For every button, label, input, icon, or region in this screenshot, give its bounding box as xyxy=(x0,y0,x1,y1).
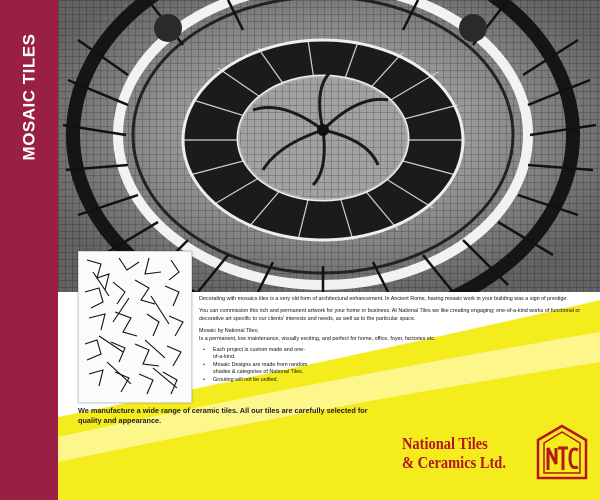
body-text xyxy=(199,296,593,384)
mosaic-sample-image xyxy=(78,251,192,403)
list-item-text: Grouting will not be unified. xyxy=(213,376,279,383)
mosaic-description: Is a permanent, low maintenance, visually exciting, and perfect for home, office, foyer, factories etc. xyxy=(199,335,436,342)
bullet-dot: • xyxy=(203,347,205,354)
feature-list xyxy=(199,347,311,384)
ntc-logo-icon xyxy=(536,424,588,480)
list-item xyxy=(199,377,311,384)
company-name xyxy=(402,434,542,472)
list-item-text: Mosaic Designs are made from random shades & categories of National Tiles. xyxy=(213,361,308,376)
side-title xyxy=(14,12,44,182)
staircase-photo xyxy=(58,0,600,292)
intro-paragraph: Decorating with mosaics tiles is a very old form of architectural enhancement. In Ancient Rome, having mosaic work in your building was a sign of prestige. xyxy=(199,296,568,302)
bullet-dot: • xyxy=(203,361,205,368)
company-name-line-1: National Tiles xyxy=(402,434,488,453)
list-item xyxy=(199,347,311,362)
bullet-dot: • xyxy=(203,376,205,383)
side-title-text: MOSAIC TILES xyxy=(19,33,38,161)
tagline: We manufacture a wide range of ceramic tiles. All our tiles are carefully selected for quality and appearance. xyxy=(78,406,368,425)
company-name-line-2: & Ceramics Ltd. xyxy=(402,453,506,472)
commission-paragraph: You can commission this rich and permanent artwork for your home or business. At National Tiles we like creating engaging; one-of-a-kind works of functional or decorative art specific to our clients' interests and needs, as well as to the particular space. xyxy=(199,308,581,322)
list-item-text: Each project is custom made and one-of-a-kind. xyxy=(213,347,305,361)
list-item xyxy=(199,362,311,377)
mosaic-heading: Mosaic by National Tiles; xyxy=(199,328,259,335)
